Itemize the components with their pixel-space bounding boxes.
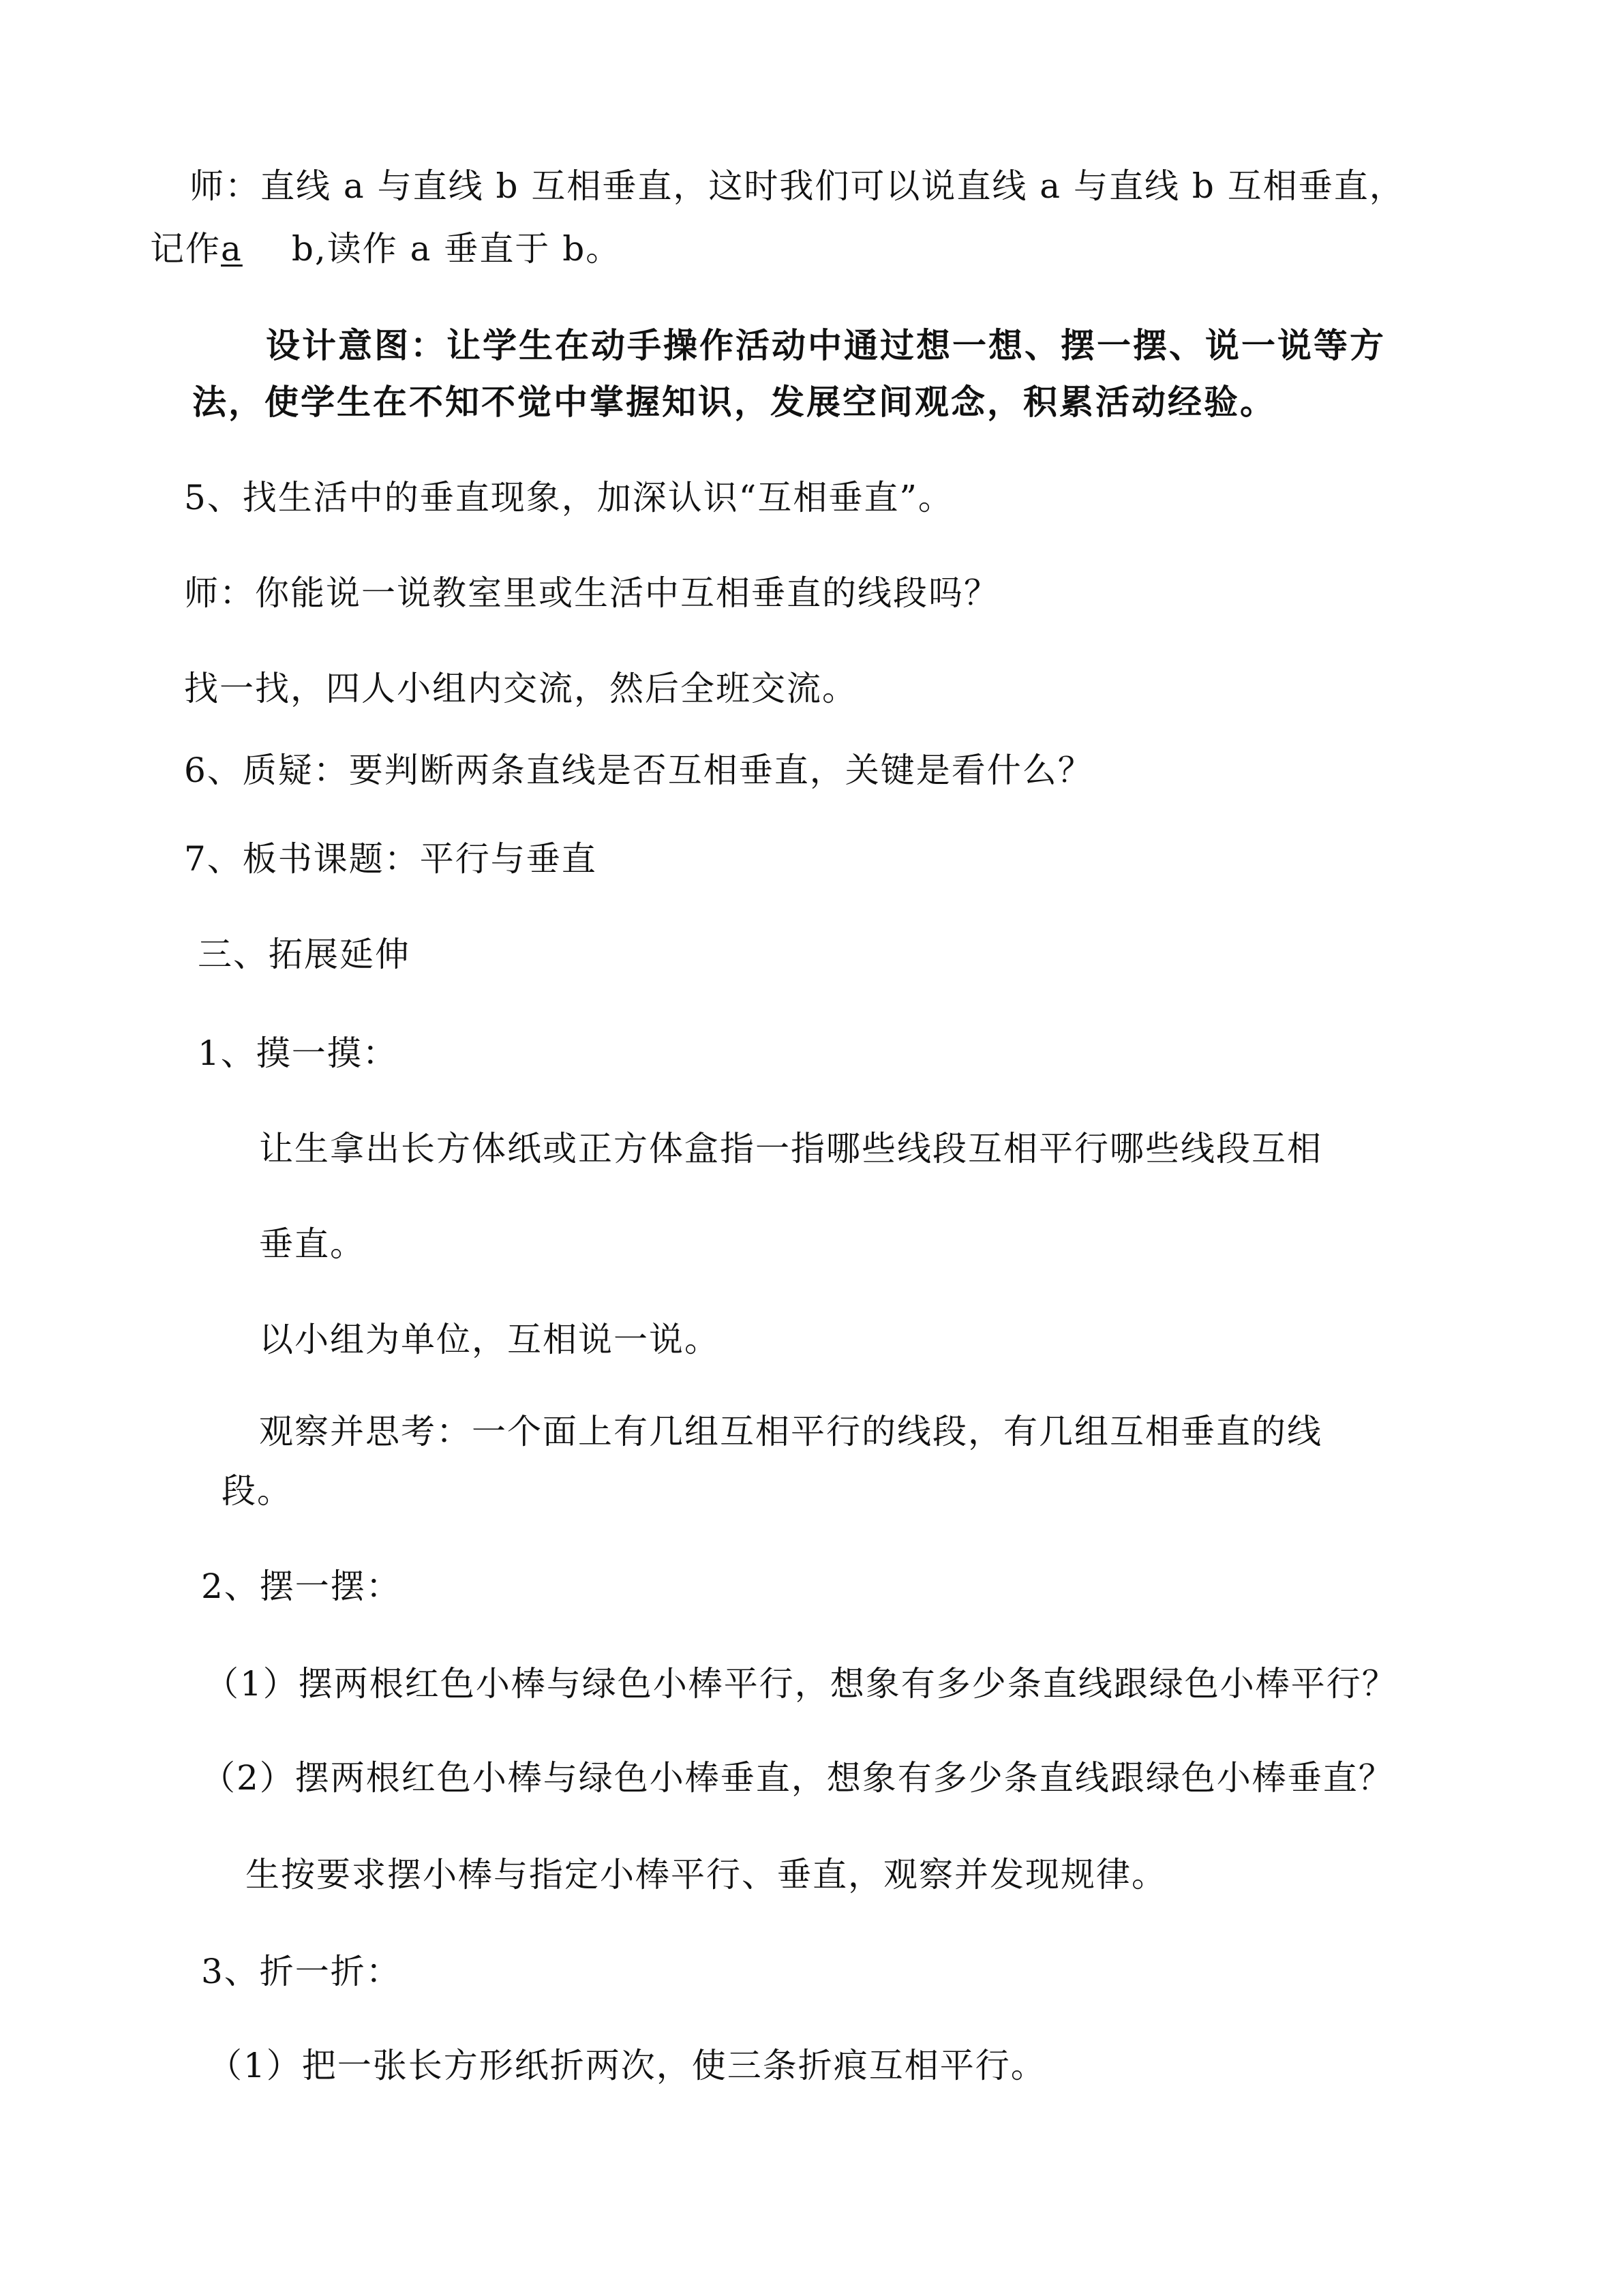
- activity-fold: 3、折一折：: [201, 1952, 401, 1991]
- place-item-2: （2）摆两根红色小棒与绿色小棒垂直，想象有多少条直线跟绿色小棒垂直？: [201, 1758, 1394, 1798]
- design-intent-line-2: 法，使学生在不知不觉中掌握知识，发展空间观念，积累活动经验。: [192, 382, 1276, 422]
- step-5: 5、找生活中的垂直现象，加深认识“互相垂直”。: [184, 478, 954, 517]
- find-instruction: 找一找，四人小组内交流，然后全班交流。: [184, 669, 858, 708]
- notation-suffix: b,读作 a 垂直于 b。: [291, 229, 622, 269]
- step-6: 6、质疑：要判断两条直线是否互相垂直，关键是看什么？: [184, 751, 1093, 790]
- activity-place: 2、摆一摆：: [201, 1567, 401, 1606]
- group-instruction: 以小组为单位，互相说一说。: [259, 1320, 720, 1359]
- observe-line-1: 观察并思考：一个面上有几组互相平行的线段，有几组互相垂直的线: [259, 1412, 1322, 1451]
- fold-item-1: （1）把一张长方形纸折两次，使三条折痕互相平行。: [208, 2046, 1046, 2085]
- activity-touch: 1、摸一摸：: [198, 1033, 398, 1073]
- teacher-question: 师：你能说一说教室里或生活中互相垂直的线段吗？: [184, 573, 999, 613]
- step-7: 7、板书课题：平行与垂直: [184, 839, 597, 879]
- place-note: 生按要求摆小棒与指定小棒平行、垂直，观察并发现规律。: [245, 1855, 1167, 1894]
- observe-line-2: 段。: [222, 1471, 292, 1511]
- notation-line: [150, 228, 621, 269]
- section-3-heading: 三、拓展延伸: [198, 935, 410, 974]
- notation-a: a: [221, 229, 243, 269]
- touch-instruction-1: 让生拿出长方体纸或正方体盒指一指哪些线段互相平行哪些线段互相: [259, 1129, 1322, 1168]
- place-item-1: （1）摆两根红色小棒与绿色小棒平行，想象有多少条直线跟绿色小棒平行？: [204, 1664, 1397, 1704]
- touch-instruction-2: 垂直。: [259, 1224, 365, 1264]
- teacher-line-1: 师：直线 a 与直线 b 互相垂直，这时我们可以说直线 a 与直线 b 互相垂直，: [189, 166, 1405, 206]
- notation-prefix: 记作: [150, 229, 221, 269]
- design-intent-line-1: 设计意图：让学生在动手操作活动中通过想一想、摆一摆、说一说等方: [266, 326, 1386, 365]
